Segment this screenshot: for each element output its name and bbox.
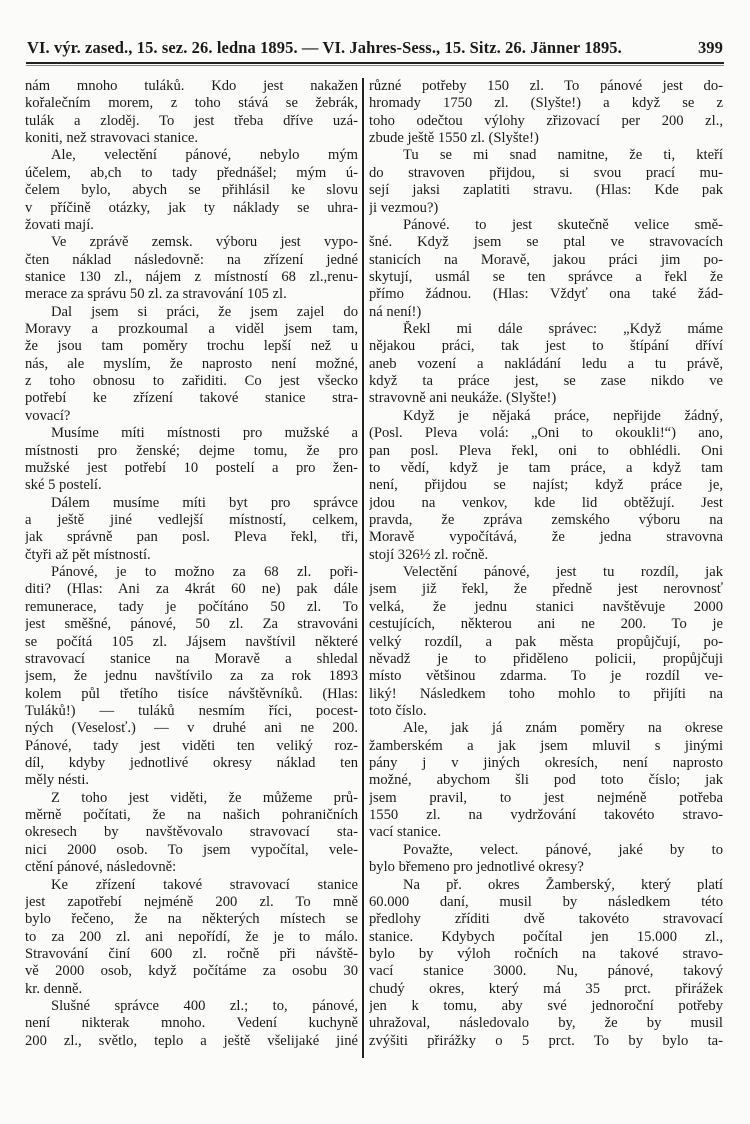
text-line: kr. denně. (25, 980, 83, 997)
text-line: Musíme míti místnosti pro mužské a (51, 425, 358, 442)
text-line: merace za správu 50 zl. za stravování 105 zl. (25, 286, 287, 303)
column-divider (362, 78, 364, 1058)
text-line: Tuláků!) — tuláků nesmím říci, pocest- (25, 702, 358, 719)
text-line: nám mnoho tuláků. Kdo jest nakažen (25, 78, 358, 94)
text-line: pan posl. Pleva řekl, oni to obhlédli. Oni (369, 442, 723, 459)
text-line: nici 2000 osob. To jsem vypočítal, vele- (25, 841, 358, 858)
text-line: jen k tomu, aby své jednoroční potřeby (369, 998, 723, 1015)
text-line: bylo břemeno pro jednotlivé okresy? (369, 859, 584, 876)
text-line: šné. Když jsem se ptal ve stravovacích (369, 234, 723, 251)
text-line: Tu se mi snad namitne, že ti, kteří (403, 147, 723, 164)
paragraph (25, 78, 358, 147)
text-line: Z toho jest viděti, že můžeme prů- (51, 789, 358, 806)
text-line: nějakou práci, tak jest to štípání dříví (369, 338, 723, 355)
paragraph (369, 321, 723, 408)
text-line: Moravě vypočítává, že jedna stravovna (369, 529, 723, 546)
text-line: Stravování činí 600 zl. ročně při návště- (25, 945, 358, 962)
text-line: diti? (Hlas: Ani za 4krát 60 ne) pak dále (25, 581, 358, 598)
text-line: aneb vození a nakládání ledu a tu právě, (369, 355, 723, 372)
text-line: stanice. Kdybych počítal jen 15.000 zl., (369, 928, 723, 945)
header-title: VI. výr. zased., 15. sez. 26. ledna 1895. — VI. Jahres-Sess., 15. Sitz. 26. Jänner 1895. (27, 38, 622, 57)
text-line: stojí 326½ zl. ročně. (369, 546, 489, 563)
text-line: jest směšné, pánové, 50 zl. Za stravováni (25, 616, 358, 633)
text-line: místnosti pro ženské; dejme tomu, že pro (25, 442, 358, 459)
text-line: Slušné správce 400 zl.; to, pánové, (51, 998, 358, 1015)
text-line: vovací? (25, 407, 71, 424)
text-line: remunerace, tady je počítáno 50 zl. To (25, 598, 358, 615)
paragraph (369, 877, 723, 1051)
paragraph (25, 304, 358, 426)
text-line: zbude ještě 1550 zl. (Slyšte!) (369, 130, 539, 147)
text-line: možné, abychom šli pod toto číslo; jak (369, 772, 723, 789)
text-line: Ale, jak já znám poměry na okrese (403, 720, 723, 737)
text-line: to za 200 zl. ani nepořídí, že je to málo. (25, 928, 358, 945)
text-line: liký! Následkem toho mohlo to přijíti na (369, 685, 723, 702)
text-line: bylo by výloh ročních na takové stravo- (369, 945, 723, 962)
text-line: stravovně ani neukáže. (Slyšte!) (369, 390, 557, 407)
paragraph (25, 234, 358, 303)
text-line: jest zapotřebí nejméně 200 zl. To mně (25, 893, 358, 910)
paragraph (25, 495, 358, 564)
text-line: že jsou tam poměry trochu lepší než u (25, 338, 358, 355)
text-line: potřebí ke zřízení takové stanice stra- (25, 390, 358, 407)
text-line: Dálem musíme míti byt pro správce (51, 494, 358, 511)
text-line: toho odečtou výlohy zřizovací per 200 zl., (369, 112, 723, 129)
text-line: 1550 zl. na vydržování takovéto stravo- (369, 807, 723, 824)
paragraph (25, 998, 358, 1050)
text-line: to vědí, když je tam práce, a když tam (369, 459, 723, 476)
text-line: jsem již řekl, že předně jest nerovnosť (369, 581, 723, 598)
text-line: vací stanice 3000. Nu, pánové, takový (369, 963, 723, 980)
text-line: Pánové, je to možno za 68 zl. poři- (51, 564, 358, 581)
text-line: mužské jest potřebí 10 postelí a pro žen- (25, 459, 358, 476)
text-line: stanicích na Moravě, jakou práci jim po- (369, 251, 723, 268)
text-line: Řekl mi dále správec: „Když máme (403, 321, 723, 338)
text-line: chudý okres, který má 35 prct. přirážek (369, 980, 723, 997)
text-line: stanice 130 zl., nájem z místností 68 zl.,renu- (25, 268, 358, 285)
text-line: Ke zřízení takové stravovací stanice (51, 876, 358, 893)
text-line: kolem půl třetího tisíce návštěvníků. (Hlas: (25, 685, 358, 702)
text-line: díl, kdyby jednotlivé okresy náklad ten (25, 755, 358, 772)
text-line: ské 5 postelí. (25, 477, 102, 494)
header-rule (26, 62, 724, 64)
text-line: (Posl. Pleva volá: „Oni to okoukli!“) ano, (369, 425, 723, 442)
text-line: velká, že jednu stanici navštěvuje 2000 (369, 598, 723, 615)
text-line: přímo žádnou. (Hlas: Vždyť ona také žád- (369, 286, 723, 303)
paragraph (25, 425, 358, 494)
text-line: jsem, že jednu navštívilo za za rok 1893 (25, 668, 358, 685)
text-line: v příčině otázky, jak ty náklady se uhra- (25, 199, 358, 216)
text-line: něvadž je to přiděleno policii, propůjčuji (369, 650, 723, 667)
text-line: velký rozdíl, a pak města propůjčují, po- (369, 633, 723, 650)
text-line: zvýšiti přirážky o 5 prct. To by bylo ta- (369, 1032, 723, 1049)
paragraph (369, 217, 723, 321)
paragraph (25, 877, 358, 999)
text-line: účelem, ab,ch to tady přednášel; mým ú- (25, 164, 358, 181)
text-line: Pánové, tady jest viděti ten veliký roz- (25, 737, 358, 754)
paragraph (25, 564, 358, 790)
paragraph (25, 790, 358, 877)
text-line: a ještě jiné vedlejší místností, celkem, (25, 511, 358, 528)
text-line: ná není!) (369, 303, 422, 320)
text-line: vací stanice. (369, 824, 442, 841)
text-line: žamberském a jak jsem mluvil s jinými (369, 737, 723, 754)
text-line: nás, ale myslím, že naprosto není možné, (25, 355, 358, 372)
text-line: Ve zprávě zemsk. výboru jest vypo- (51, 234, 358, 251)
text-line: okresech by navštěvovalo stravovací sta- (25, 824, 358, 841)
text-line: ji vezmou?) (369, 199, 439, 216)
text-line: Považte, velect. pánové, jaké by to (403, 841, 723, 858)
text-line: čelem bylo, abych se přihlásil ke slovu (25, 182, 358, 199)
text-line: Velectění pánové, jest tu rozdíl, jak (403, 564, 723, 581)
paragraph (369, 564, 723, 720)
text-line: kořalečním morem, z toho stává se žebrák, (25, 95, 358, 112)
text-line: pravda, že zpráva zemského výboru na (369, 511, 723, 528)
text-line: 200 zl., světlo, teplo a ještě všelijaké jiné (25, 1032, 358, 1049)
text-line: Ale, velectění pánové, nebylo mým (51, 147, 358, 164)
text-line: měrně počítati, že na našich pohraničních (25, 807, 358, 824)
text-line: jak správně pan posl. Pleva řekl, tři, (25, 529, 358, 546)
text-line: jsem pravil, to jest nejméně potřeba (369, 789, 723, 806)
text-line: bylo řečeno, že na některých místech se (25, 911, 358, 928)
text-line: Na př. okres Žamberský, který platí (403, 876, 723, 893)
text-line: není, přijdou se najíst; když práce je, (369, 477, 723, 494)
text-line: z toho obnosu to zařiditi. Co jest všecko (25, 373, 358, 390)
text-line: hromady 1750 zl. (Slyšte!) a když se z (369, 95, 723, 112)
text-line: Moravy a prozkoumal a viděl jsem tam, (25, 321, 358, 338)
text-line: uhražoval, následovalo by, že by musil (369, 1015, 723, 1032)
text-line: není nikterak mnoho. Vedení kuchyně (25, 1015, 358, 1032)
paragraph (25, 147, 358, 234)
text-line: žovati mají. (25, 216, 94, 233)
text-line: stravovací stanice na Moravě a shledal (25, 650, 358, 667)
text-line: čtyři až pět místností. (25, 546, 151, 563)
text-line: skytují, usmál se ten správce a řekl že (369, 268, 723, 285)
text-line: Pánové. to jest skutečně velice smě- (403, 216, 723, 233)
text-line: ných (Veselosť.) — v druhé ani ne 200. (25, 720, 358, 737)
paragraph (369, 408, 723, 564)
text-line: vě 2000 osob, když počítáme za osobu 30 (25, 963, 358, 980)
text-line: předlohy zříditi dvě takovéto stravovací (369, 911, 723, 928)
page-number: 399 (697, 38, 723, 57)
text-line: Dal jsem si práci, že jsem zajel do (51, 303, 358, 320)
paragraph (369, 720, 723, 842)
text-line: když ta práce jest, se zase nikdo ve (369, 373, 723, 390)
text-line: tulák a zloděj. To jest třeba dříve uzá- (25, 112, 358, 129)
text-line: měly nésti. (25, 772, 90, 789)
text-line: místo většinou zdarma. To je rozdíl ve- (369, 668, 723, 685)
text-line: 60.000 daní, musil by následkem této (369, 893, 723, 910)
header-rule-thin (26, 65, 724, 66)
text-line: čten náklad následovně: na zřízení jedné (25, 251, 358, 268)
text-line: sejí jaksi zaplatiti stravu. (Hlas: Kde pak (369, 182, 723, 199)
left-column (25, 78, 358, 1050)
text-line: pány j v jiných okresích, není naprosto (369, 755, 723, 772)
text-line: koniti, než stravovaci stanice. (25, 130, 199, 147)
text-line: různé potřeby 150 zl. To pánové jest do- (369, 78, 723, 94)
text-line: do stravoven přijdou, si svou prací mu- (369, 164, 723, 181)
text-line: jdou na venkov, kde lid obtěžují. Jest (369, 494, 723, 511)
text-line: ctění pánové, následovně: (25, 859, 177, 876)
text-line: toto číslo. (369, 702, 427, 719)
text-line: cestujících, některou ani ne 200. To je (369, 616, 723, 633)
right-column (369, 78, 723, 1050)
paragraph (369, 842, 723, 877)
paragraph (369, 147, 723, 216)
text-line: se počítá 105 zl. Jájsem navštívil některé (25, 633, 358, 650)
text-line: Když je nějaká práce, nepřijde žádný, (403, 407, 723, 424)
paragraph (369, 78, 723, 147)
running-header (27, 38, 723, 58)
